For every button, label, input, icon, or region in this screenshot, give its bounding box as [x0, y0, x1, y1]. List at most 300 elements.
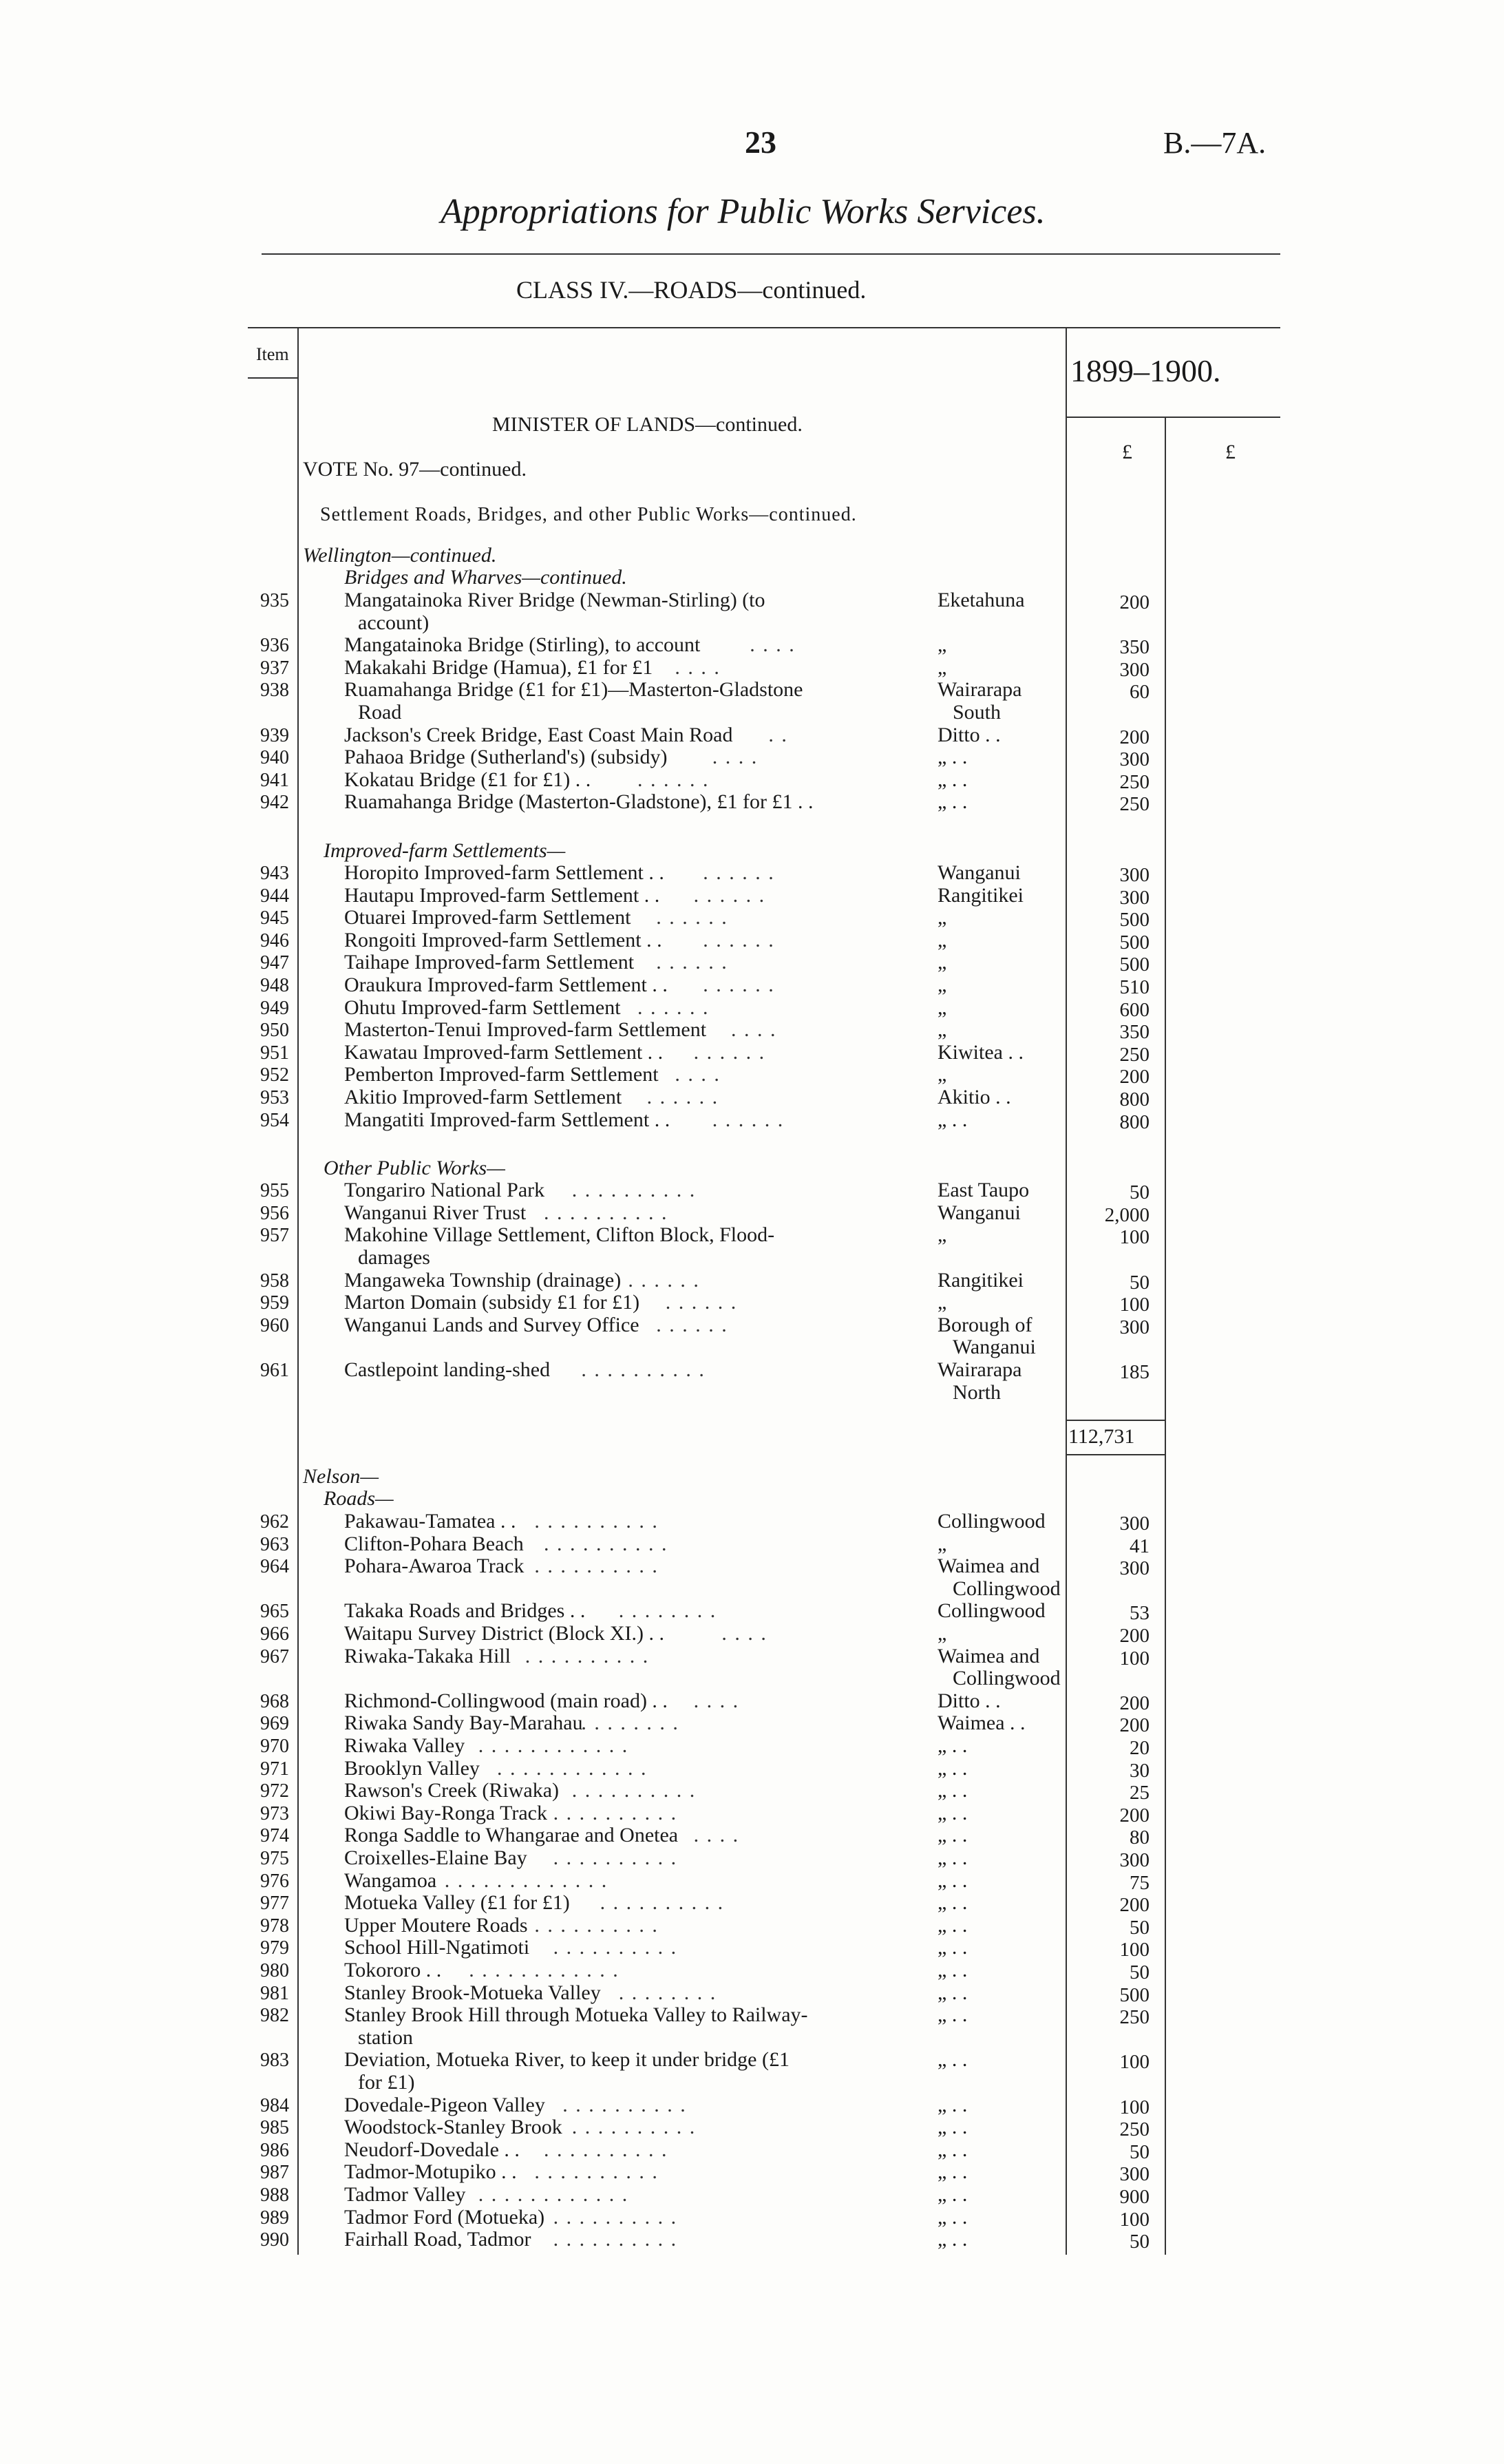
road-row-district: „ . .: [938, 1913, 968, 1937]
road-row-leader-dots: . . . . . . . . . . . .: [478, 1734, 629, 1757]
road-row-amount: 200: [1119, 1894, 1150, 1917]
farm-row-leader-dots: . . . . . .: [703, 928, 775, 951]
works-row-district: Wairarapa: [938, 1358, 1022, 1381]
bridge-row-description: Mangatainoka River Bridge (Newman-Stirling) (to: [344, 589, 765, 611]
item-head-rule: [248, 377, 297, 379]
road-row-district: „ . .: [938, 2003, 968, 2027]
settlement-heading: Settlement Roads, Bridges, and other Public Works—continued.: [320, 504, 857, 525]
road-row-leader-dots: . . . . . . . . . .: [571, 2116, 697, 2139]
bridge-row-description: Mangatainoka Bridge (Stirling), to account: [344, 633, 701, 657]
farm-row-leader-dots: . . . . . .: [693, 1040, 766, 1064]
road-row-amount: 80: [1130, 1826, 1150, 1849]
class-title: CLASS IV.—ROADS—continued.: [516, 276, 867, 304]
bridge-row-district: „: [938, 655, 947, 679]
farm-row-amount: 510: [1119, 976, 1150, 998]
road-row-district: „ . .: [938, 1868, 968, 1892]
farm-row-item-number: 946: [260, 929, 289, 951]
farm-row-district: „: [938, 996, 947, 1019]
farm-row-leader-dots: . . . . . .: [646, 1086, 719, 1108]
road-row-description: School Hill-Ngatimoti: [344, 1936, 530, 1959]
road-row-amount: 50: [1130, 1916, 1150, 1939]
road-row-description: Takaka Roads and Bridges . .: [344, 1599, 586, 1623]
road-row-amount: 300: [1119, 1557, 1150, 1580]
road-row-description: Wangamoa: [344, 1868, 437, 1892]
works-row-description: Mangaweka Township (drainage): [344, 1268, 622, 1292]
road-row-district: „ . .: [938, 1959, 968, 1981]
bridge-row-description: Kokatau Bridge (£1 for £1) . .: [344, 768, 591, 791]
bridge-row-description: Pahaoa Bridge (Sutherland's) (subsidy): [344, 746, 668, 769]
works-row-item-number: 957: [260, 1225, 289, 1247]
road-row-amount: 100: [1119, 2096, 1150, 2118]
road-row-item-number: 982: [260, 2005, 289, 2027]
works-row-item-number: 961: [260, 1360, 289, 1381]
road-row-description: Okiwi Bay-Ronga Track: [344, 1801, 547, 1824]
works-row-description: Makohine Village Settlement, Clifton Block, Flood-: [344, 1223, 775, 1247]
road-row-district: „ . .: [938, 1734, 968, 1757]
road-row-item-number: 983: [260, 2050, 289, 2072]
road-row-leader-dots: . . . . . . . . . .: [534, 1913, 659, 1937]
works-row-district: „: [938, 1223, 947, 1247]
road-row-district: „ . .: [938, 2160, 968, 2184]
road-row-district: Collingwood: [938, 1510, 1046, 1533]
road-row-amount: 300: [1119, 1849, 1150, 1871]
bridge-row-amount: 300: [1119, 658, 1150, 681]
road-row-leader-dots: . . . . . . . . . .: [534, 1510, 659, 1533]
works-row-district: „: [938, 1291, 947, 1314]
farm-row-amount: 250: [1119, 1043, 1150, 1066]
road-row-item-number: 990: [260, 2229, 289, 2251]
road-row-leader-dots: . . . . . . . . . . . .: [497, 1756, 648, 1780]
farm-row-district: „ . .: [938, 1108, 968, 1131]
road-row-leader-dots: . . . . . . . . . .: [571, 1779, 697, 1802]
subtotal-amount: 112,731: [1068, 1425, 1135, 1448]
road-row-description: Riwaka Sandy Bay-Marahau: [344, 1712, 583, 1735]
road-row-leader-dots: . . . . . . . . . .: [544, 1532, 668, 1555]
bridge-row-amount: 60: [1130, 681, 1150, 704]
works-row-description: Wanganui River Trust: [344, 1201, 527, 1224]
road-row-item-number: 989: [260, 2207, 289, 2229]
farm-row-description: Hautapu Improved-farm Settlement . .: [344, 883, 660, 907]
vote-heading: VOTE No. 97—continued.: [303, 458, 527, 481]
road-row-amount: 50: [1130, 1961, 1150, 1983]
road-row-amount: 50: [1130, 2231, 1150, 2253]
road-row-item-number: 977: [260, 1893, 289, 1915]
road-row-description: Ronga Saddle to Whangarae and Onetea: [344, 1824, 679, 1847]
farm-row-leader-dots: . . . . . .: [656, 951, 728, 974]
road-row-leader-dots: . . . . . . . . . .: [544, 2138, 668, 2161]
road-row-item-number: 987: [260, 2162, 289, 2184]
road-row-description: station: [358, 2025, 413, 2049]
farm-row-district: „: [938, 1063, 947, 1086]
farm-row-item-number: 951: [260, 1042, 289, 1064]
minister-heading: MINISTER OF LANDS—continued.: [492, 413, 803, 436]
road-row-item-number: 965: [260, 1601, 289, 1623]
road-row-leader-dots: . . . . . . . .: [618, 1599, 717, 1623]
bridge-row-item-number: 939: [260, 724, 289, 746]
road-row-description: Rawson's Creek (Riwaka): [344, 1779, 559, 1802]
road-row-item-number: 969: [260, 1713, 289, 1735]
farm-row-description: Otuarei Improved-farm Settlement: [344, 906, 631, 929]
farm-row-amount: 300: [1119, 864, 1150, 886]
farm-row-item-number: 953: [260, 1087, 289, 1108]
bridges-label: Bridges and Wharves—continued.: [344, 566, 627, 589]
works-row-leader-dots: . . . . . . . . . .: [544, 1201, 668, 1224]
farm-row-description: Ohutu Improved-farm Settlement: [344, 996, 621, 1019]
road-row-description: Fairhall Road, Tadmor: [344, 2228, 531, 2251]
road-row-leader-dots: . . . . . . . . . .: [562, 2093, 687, 2116]
road-row-description: Dovedale-Pigeon Valley: [344, 2093, 545, 2116]
bridge-row-leader-dots: . . . .: [675, 655, 721, 679]
works-row-item-number: 956: [260, 1202, 289, 1224]
road-row-description: Tadmor Valley: [344, 2183, 466, 2206]
road-row-item-number: 968: [260, 1690, 289, 1712]
bridge-row-amount: 250: [1119, 793, 1150, 816]
works-row-amount: 50: [1130, 1271, 1150, 1294]
farm-row-leader-dots: . . . . . .: [712, 1108, 785, 1131]
works-row-item-number: 958: [260, 1270, 289, 1292]
road-row-item-number: 970: [260, 1736, 289, 1757]
road-row-amount: 100: [1119, 1647, 1150, 1670]
farm-row-leader-dots: . . . . . .: [703, 973, 775, 996]
bridge-row-district: South: [953, 701, 1002, 724]
road-row-district: Collingwood: [938, 1599, 1046, 1623]
farm-row-leader-dots: . . . . . .: [693, 883, 766, 907]
road-row-item-number: 971: [260, 1758, 289, 1780]
road-row-description: Waitapu Survey District (Block XI.) . .: [344, 1622, 664, 1645]
farm-row-leader-dots: . . . .: [675, 1063, 721, 1086]
page-title: Appropriations for Public Works Services.: [441, 192, 1046, 231]
road-row-leader-dots: . . . . . . . . . . . . . .: [431, 1868, 608, 1892]
works-row-description: Marton Domain (subsidy £1 for £1): [344, 1291, 640, 1314]
works-row-amount: 50: [1130, 1181, 1150, 1204]
works-row-leader-dots: . . . . . . . . . .: [571, 1179, 697, 1202]
road-row-description: Riwaka Valley: [344, 1734, 465, 1757]
road-row-leader-dots: . . . .: [693, 1824, 740, 1847]
road-row-amount: 200: [1119, 1625, 1150, 1647]
road-row-leader-dots: . . . . . . . .: [618, 1981, 717, 2004]
road-row-description: Woodstock-Stanley Brook: [344, 2116, 562, 2139]
works-row-leader-dots: . . . . . .: [656, 1313, 728, 1336]
road-row-district: „: [938, 1532, 947, 1555]
bridge-row-amount: 350: [1119, 636, 1150, 659]
road-row-description: Stanley Brook Hill through Motueka Valley to Railway-: [344, 2003, 808, 2027]
road-row-amount: 50: [1130, 2140, 1150, 2163]
farm-row-description: Pemberton Improved-farm Settlement: [344, 1063, 659, 1086]
works-row-amount: 100: [1119, 1294, 1150, 1316]
farm-row-amount: 800: [1119, 1110, 1150, 1133]
road-row-amount: 300: [1119, 2163, 1150, 2186]
road-row-amount: 100: [1119, 2051, 1150, 2074]
road-row-item-number: 978: [260, 1915, 289, 1937]
works-row-district: Wanganui: [953, 1336, 1036, 1359]
road-row-amount: 250: [1119, 2118, 1150, 2141]
bridge-row-item-number: 938: [260, 680, 289, 702]
road-row-leader-dots: . . . . . . . . . .: [553, 1936, 678, 1959]
road-row-description: Stanley Brook-Motueka Valley: [344, 1981, 601, 2004]
works-row-amount: 185: [1119, 1361, 1150, 1383]
subtotal-rule: [1066, 1420, 1165, 1421]
farm-row-district: „: [938, 1018, 947, 1042]
road-row-description: Tadmor-Motupiko . .: [344, 2160, 517, 2184]
table-top-rule: [248, 327, 1280, 328]
farm-row-district: Akitio . .: [938, 1086, 1011, 1108]
road-row-district: „ . .: [938, 1936, 968, 1959]
road-row-district: „ . .: [938, 2138, 968, 2161]
road-row-leader-dots: . . . . . . . . . .: [534, 2160, 659, 2184]
road-row-item-number: 966: [260, 1623, 289, 1645]
road-row-amount: 250: [1119, 2006, 1150, 2029]
item-column-header: Item: [256, 344, 289, 364]
bridge-row-district: „ . .: [938, 768, 968, 791]
bridge-row-item-number: 940: [260, 747, 289, 769]
road-row-leader-dots: . . . . . . . . . .: [553, 1801, 678, 1824]
farm-row-amount: 300: [1119, 886, 1150, 909]
road-row-district: „ . .: [938, 1756, 968, 1780]
farm-row-district: Wanganui: [938, 861, 1021, 884]
farm-row-description: Oraukura Improved-farm Settlement . .: [344, 973, 668, 996]
bridge-row-amount: 250: [1119, 770, 1150, 793]
road-row-item-number: 973: [260, 1802, 289, 1824]
road-row-item-number: 964: [260, 1556, 289, 1578]
road-row-description: Motueka Valley (£1 for £1): [344, 1891, 570, 1915]
farm-row-description: Horopito Improved-farm Settlement . .: [344, 861, 664, 884]
works-row-amount: 300: [1119, 1316, 1150, 1338]
farm-row-item-number: 948: [260, 975, 289, 996]
farm-row-leader-dots: . . . .: [731, 1018, 777, 1042]
works-row-description: Wanganui Lands and Survey Office: [344, 1313, 639, 1336]
amount-column-rule-right: [1165, 417, 1166, 2255]
road-row-amount: 100: [1119, 1939, 1150, 1961]
farm-row-amount: 800: [1119, 1088, 1150, 1110]
road-row-description: Pakawau-Tamatea . .: [344, 1510, 516, 1533]
road-row-leader-dots: . . . . . . . . . .: [553, 2228, 678, 2251]
farm-row-description: Rongoiti Improved-farm Settlement . .: [344, 928, 662, 951]
road-row-district: Ditto . .: [938, 1689, 1001, 1712]
road-row-amount: 41: [1130, 1535, 1150, 1557]
bridge-row-item-number: 942: [260, 792, 289, 814]
farm-row-district: „: [938, 906, 947, 929]
bridge-row-item-number: 941: [260, 769, 289, 791]
road-row-amount: 500: [1119, 1983, 1150, 2006]
road-row-item-number: 976: [260, 1870, 289, 1892]
road-row-item-number: 984: [260, 2094, 289, 2116]
farm-row-amount: 200: [1119, 1066, 1150, 1088]
road-row-district: Waimea and: [938, 1555, 1040, 1578]
bridge-row-district: Ditto . .: [938, 723, 1001, 746]
farm-row-leader-dots: . . . . . .: [656, 906, 728, 929]
road-row-leader-dots: . . . . . . . .: [581, 1712, 679, 1735]
road-row-district: „ . .: [938, 2183, 968, 2206]
road-row-leader-dots: . . . .: [721, 1622, 767, 1645]
bridge-row-description: Ruamahanga Bridge (£1 for £1)—Masterton-Gladstone: [344, 678, 803, 702]
road-row-district: „ . .: [938, 1891, 968, 1915]
works-row-district: Wanganui: [938, 1201, 1021, 1224]
bridge-row-leader-dots: . . . .: [750, 633, 796, 657]
road-row-amount: 200: [1119, 1692, 1150, 1714]
road-row-item-number: 986: [260, 2139, 289, 2161]
works-row-district: North: [953, 1380, 1001, 1404]
bridge-row-leader-dots: . .: [768, 723, 788, 746]
road-row-item-number: 975: [260, 1848, 289, 1869]
road-row-description: Pohara-Awaroa Track: [344, 1555, 525, 1578]
road-row-item-number: 980: [260, 1960, 289, 1981]
farm-row-district: Kiwitea . .: [938, 1040, 1024, 1064]
road-row-district: „ . .: [938, 2205, 968, 2229]
farm-row-description: Masterton-Tenui Improved-farm Settlement: [344, 1018, 707, 1042]
nelson-label: Nelson—: [303, 1465, 379, 1488]
road-row-amount: 25: [1130, 1782, 1150, 1804]
item-column-rule: [297, 327, 299, 2255]
farm-row-description: Akitio Improved-farm Settlement: [344, 1086, 622, 1108]
road-row-description: Richmond-Collingwood (main road) . .: [344, 1689, 668, 1712]
road-row-item-number: 967: [260, 1645, 289, 1667]
farm-row-district: „: [938, 928, 947, 951]
farm-row-district: „: [938, 973, 947, 996]
road-row-description: Deviation, Motueka River, to keep it under bridge (£1: [344, 2048, 790, 2072]
wellington-label: Wellington—continued.: [303, 544, 497, 567]
works-row-description: Tongariro National Park: [344, 1179, 545, 1202]
road-row-leader-dots: . . . . . . . . . .: [553, 1846, 678, 1869]
farm-row-item-number: 943: [260, 863, 289, 884]
road-row-leader-dots: . . . .: [693, 1689, 740, 1712]
bridge-row-leader-dots: . . . . . .: [637, 768, 710, 791]
farm-row-item-number: 944: [260, 885, 289, 907]
bridge-row-description: Makakahi Bridge (Hamua), £1 for £1: [344, 655, 653, 679]
road-row-district: „ . .: [938, 2093, 968, 2116]
roads-label: Roads—: [324, 1487, 394, 1510]
bridge-row-amount: 200: [1119, 726, 1150, 748]
works-row-district: Rangitikei: [938, 1268, 1024, 1292]
works-row-description: damages: [358, 1246, 430, 1269]
road-row-item-number: 974: [260, 1825, 289, 1847]
bridge-row-district: Eketahuna: [938, 589, 1025, 611]
bridge-row-district: „ . .: [938, 790, 968, 814]
amount-column-rule-left: [1066, 327, 1067, 2255]
road-row-leader-dots: . . . . . . . . . . . .: [469, 1959, 619, 1981]
road-row-description: Neudorf-Dovedale . .: [344, 2138, 520, 2161]
works-row-district: Borough of: [938, 1313, 1032, 1336]
bridge-row-description: Jackson's Creek Bridge, East Coast Main Road: [344, 723, 733, 746]
farm-row-leader-dots: . . . . . .: [703, 861, 775, 884]
road-row-description: Upper Moutere Roads: [344, 1913, 528, 1937]
farm-row-amount: 500: [1119, 954, 1150, 976]
bridge-row-description: account): [358, 611, 430, 634]
bridge-row-amount: 300: [1119, 748, 1150, 771]
road-row-district: „ . .: [938, 1981, 968, 2004]
road-row-item-number: 985: [260, 2117, 289, 2139]
other-works-label: Other Public Works—: [324, 1157, 505, 1180]
pound-unit-1: £: [1122, 441, 1132, 463]
subtotal-bottom-rule: [1066, 1454, 1165, 1455]
bridge-row-description: Ruamahanga Bridge (Masterton-Gladstone), £1 for £1 . .: [344, 790, 814, 814]
road-row-amount: 53: [1130, 1602, 1150, 1625]
road-row-amount: 200: [1119, 1804, 1150, 1826]
farm-row-description: Taihape Improved-farm Settlement: [344, 951, 635, 974]
road-row-item-number: 972: [260, 1780, 289, 1802]
bridge-row-district: Wairarapa: [938, 678, 1022, 702]
road-row-leader-dots: . . . . . . . . . .: [534, 1555, 659, 1578]
road-row-item-number: 979: [260, 1937, 289, 1959]
works-row-amount: 100: [1119, 1226, 1150, 1249]
road-row-amount: 200: [1119, 1714, 1150, 1737]
works-row-item-number: 960: [260, 1314, 289, 1336]
road-row-district: „ . .: [938, 2116, 968, 2139]
road-row-leader-dots: . . . . . . . . . . . .: [478, 2183, 629, 2206]
farm-row-amount: 600: [1119, 998, 1150, 1021]
road-row-amount: 100: [1119, 2208, 1150, 2231]
year-rule: [1066, 417, 1280, 418]
road-row-amount: 75: [1130, 1871, 1150, 1894]
works-row-district: East Taupo: [938, 1179, 1030, 1202]
road-row-description: Croixelles-Elaine Bay: [344, 1846, 527, 1869]
road-row-district: „ . .: [938, 1824, 968, 1847]
works-row-description: Castlepoint landing-shed: [344, 1358, 551, 1381]
works-row-item-number: 955: [260, 1180, 289, 1202]
year-header: 1899–1900.: [1070, 353, 1221, 388]
document-code: B.—7A.: [1163, 126, 1267, 160]
road-row-item-number: 988: [260, 2184, 289, 2206]
pound-unit-2: £: [1225, 441, 1236, 463]
road-row-district: Collingwood: [953, 1667, 1061, 1690]
farm-row-item-number: 949: [260, 997, 289, 1019]
road-row-district: „ . .: [938, 2228, 968, 2251]
road-row-district: „ . .: [938, 1779, 968, 1802]
farm-row-description: Kawatau Improved-farm Settlement . .: [344, 1040, 664, 1064]
farm-row-item-number: 945: [260, 907, 289, 929]
farm-row-district: Rangitikei: [938, 883, 1024, 907]
farm-row-description: Mangatiti Improved-farm Settlement . .: [344, 1108, 670, 1131]
farm-row-amount: 350: [1119, 1021, 1150, 1044]
road-row-district: „ . .: [938, 1846, 968, 1869]
bridge-row-district: „: [938, 633, 947, 657]
works-row-amount: 2,000: [1104, 1203, 1150, 1226]
works-row-item-number: 959: [260, 1292, 289, 1314]
road-row-amount: 30: [1130, 1759, 1150, 1782]
road-row-description: Tadmor Ford (Motueka): [344, 2205, 545, 2229]
road-row-district: „: [938, 1622, 947, 1645]
road-row-district: Waimea and: [938, 1644, 1040, 1667]
road-row-amount: 900: [1119, 2186, 1150, 2208]
farm-row-item-number: 954: [260, 1109, 289, 1131]
road-row-description: Riwaka-Takaka Hill: [344, 1644, 511, 1667]
farm-row-leader-dots: . . . . . .: [637, 996, 710, 1019]
road-row-leader-dots: . . . . . . . . . .: [553, 2205, 678, 2229]
bridge-row-district: „ . .: [938, 746, 968, 769]
road-row-description: Clifton-Pohara Beach: [344, 1532, 524, 1555]
road-row-amount: 300: [1119, 1513, 1150, 1535]
page-number: 23: [745, 125, 776, 160]
farm-row-amount: 500: [1119, 909, 1150, 931]
road-row-item-number: 962: [260, 1511, 289, 1533]
road-row-item-number: 981: [260, 1982, 289, 2004]
road-row-district: „ . .: [938, 2048, 968, 2072]
farm-row-item-number: 950: [260, 1020, 289, 1042]
farm-row-item-number: 947: [260, 952, 289, 974]
road-row-amount: 20: [1130, 1737, 1150, 1759]
bridge-row-description: Road: [358, 701, 402, 724]
improved-farm-label: Improved-farm Settlements—: [324, 839, 566, 862]
road-row-item-number: 963: [260, 1533, 289, 1555]
road-row-district: „ . .: [938, 1801, 968, 1824]
road-row-description: Brooklyn Valley: [344, 1756, 480, 1780]
bridge-row-leader-dots: . . . .: [712, 746, 759, 769]
farm-row-amount: 500: [1119, 931, 1150, 954]
road-row-leader-dots: . . . . . . . . . .: [525, 1644, 650, 1667]
farm-row-district: „: [938, 951, 947, 974]
works-row-leader-dots: . . . . . .: [628, 1268, 700, 1292]
road-row-leader-dots: . . . . . . . . . .: [600, 1891, 725, 1915]
bridge-row-item-number: 936: [260, 635, 289, 657]
